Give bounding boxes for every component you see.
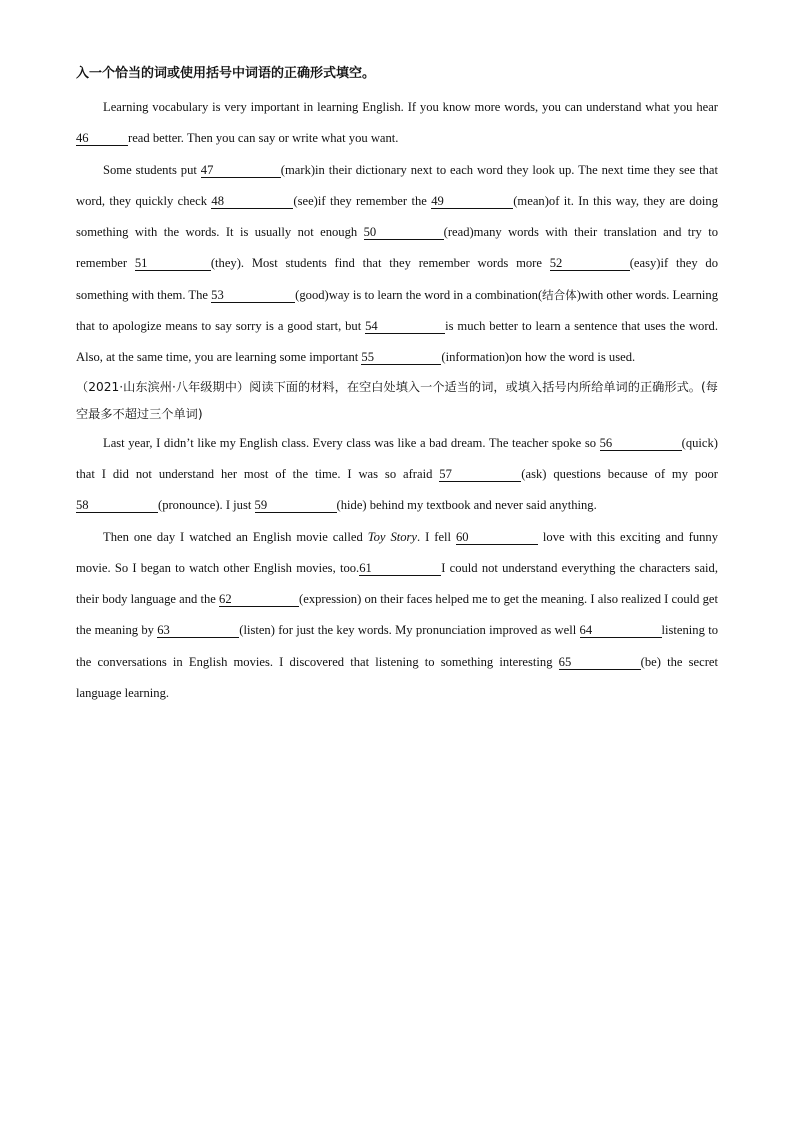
blank-50[interactable]: 50 [364,225,444,240]
text: (good)way is to learn the word in a combination( [295,287,543,302]
blank-53[interactable]: 53 [211,288,295,303]
blank-51[interactable]: 51 [135,256,211,271]
text: read better. Then you can say or write what you want. [128,131,399,146]
text: (quick) that I did not understand her most of the time. I was so afraid [76,435,718,481]
text: Last year, I didn’t like my English class. Every class was like a bad dream. The teacher spoke so [103,435,600,450]
text: (easy)if they do something with them. The [76,256,718,302]
text: (mark)in their dictionary next to each word they look up. The next time they see that word, they quickly check [76,162,718,208]
blank-48[interactable]: 48 [211,194,293,209]
text: is much better to learn a sentence that uses the word. Also, at the same time, you are learning some important [76,319,718,365]
text: I could not understand everything the characters said, their body language and the [76,560,718,607]
text: (listen) for just the key words. My pronunciation improved as well [239,623,580,638]
text: (expression) on their faces helped me to get the meaning. I also realized I could get the meaning by [76,592,718,638]
text: (mean)of it. In this way, they are doing something with the words. It is usually not enough [76,193,718,240]
text: listening to the conversations in English movies. I discovered that listening to something interesting [76,623,718,669]
text: (read)many words with their translation and try to remember [76,225,718,271]
text: (be) the secret language learning. [76,654,718,701]
text: Some students put [103,162,201,177]
blank-54[interactable]: 54 [365,319,445,334]
text: (information)on how the word is used. [441,350,636,365]
passage2-paragraph1 [76,428,718,522]
text: Then one day I watched an English movie called [103,529,368,544]
blank-65[interactable]: 65 [559,655,641,670]
text: love with this exciting and funny movie. So I began to watch other English movies, too. [76,529,719,575]
blank-55[interactable]: 55 [361,350,441,365]
blank-46[interactable]: 46 [76,131,128,146]
blank-59[interactable]: 59 [255,498,337,513]
text: (they). Most students find that they remember words more [210,256,550,271]
text: . I fell [417,529,456,544]
text: (pronounce). I just [158,498,255,513]
blank-47[interactable]: 47 [201,163,281,178]
text: Learning vocabulary is very important in learning English. If you know more words, you can understand what you hear [103,100,718,114]
blank-60[interactable]: 60 [456,530,538,545]
instruction-heading: 入一个恰当的词或使用括号中词语的正确形式填空。 [76,66,376,81]
source-instruction: （2021·山东滨州·八年级期中）阅读下面的材料，在空白处填入一个适当的词，或填入括号内所给单词的正确形式。(每空最多不超过三个单词) [76,379,718,421]
passage2-paragraph2 [76,522,718,710]
blank-62[interactable]: 62 [219,592,299,607]
blank-64[interactable]: 64 [580,623,662,638]
text: (see)if they remember the [293,193,432,208]
passage1-paragraph1 [76,92,718,155]
chinese-gloss: 结合体 [542,287,577,302]
blank-57[interactable]: 57 [439,467,521,482]
passage1-paragraph2 [76,155,718,374]
blank-58[interactable]: 58 [76,498,158,513]
blank-63[interactable]: 63 [157,623,239,638]
movie-title: Toy Story [367,529,418,544]
worksheet-page [76,62,718,709]
text: (hide) behind my textbook and never said anything. [336,498,597,513]
text: (ask) questions because of my poor [521,466,718,481]
text: )with other words. Learning that to apologize means to say sorry is a good start, but [76,287,719,334]
blank-61[interactable]: 61 [359,561,441,576]
blank-49[interactable]: 49 [431,194,513,209]
blank-56[interactable]: 56 [600,436,682,451]
blank-52[interactable]: 52 [550,256,630,271]
